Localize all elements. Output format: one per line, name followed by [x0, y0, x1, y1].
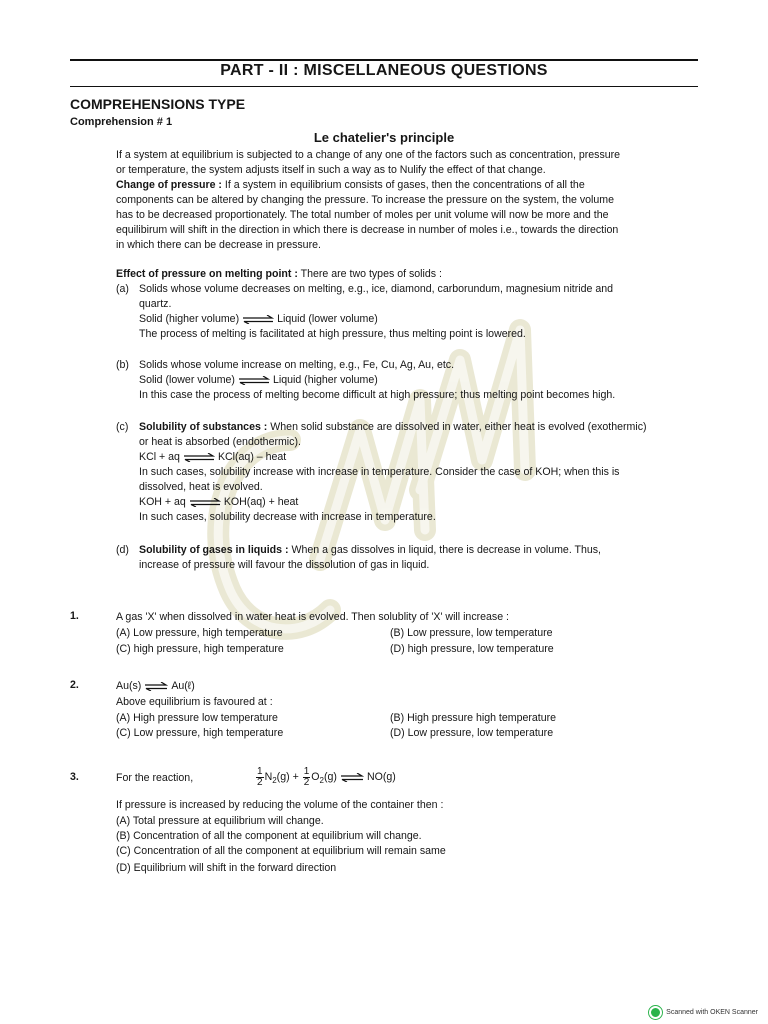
question-2-number: 2. — [70, 679, 79, 691]
equilibrium-arrow-icon — [238, 376, 270, 385]
item-b-label: (b) — [116, 359, 129, 371]
question-1-text: A gas 'X' when dissolved in water heat is evolved. Then solublity of 'X' will increase : — [116, 611, 510, 623]
option-2c[interactable]: (C) Low pressure, high temperature — [116, 727, 284, 739]
option-1a[interactable]: (A) Low pressure, high temperature — [116, 627, 283, 639]
question-3-reaction: $\frac{1}{2}$ $N_2(g)$ + $\frac{1}{2}$ $O_2(g)$ NO(g) — [257, 765, 396, 788]
top-rule — [70, 59, 698, 61]
section-heading: COMPREHENSIONS TYPE — [70, 96, 246, 112]
option-2b[interactable]: (B) High pressure high temperature — [390, 712, 557, 724]
option-3b[interactable]: (B) Concentration of all the component at equilibrium will change. — [116, 830, 422, 842]
passage-title: Le chatelier's principle — [313, 130, 455, 145]
page-title: PART - II : MISCELLANEOUS QUESTIONS — [220, 62, 548, 79]
option-1b[interactable]: (B) Low pressure, low temperature — [390, 627, 553, 639]
question-3-number: 3. — [70, 771, 79, 783]
equilibrium-arrow-icon — [189, 498, 221, 507]
item-a-label: (a) — [116, 283, 129, 295]
melting-heading: Effect of pressure on melting point : — [116, 268, 298, 280]
fraction: $\frac{1}{2}$ — [303, 765, 310, 788]
item-d: Solubility of gases in liquids : When a gas dissolves in liquid, there is decrease in volume. Thus, increase of pressure will favour the dissolution of gas in liquid. — [139, 544, 602, 571]
solubility-heading: Solubility of substances : — [139, 421, 268, 433]
equilibrium-arrow-icon — [242, 315, 274, 324]
gas-solubility-heading: Solubility of gases in liquids : — [139, 544, 289, 556]
option-2a[interactable]: (A) High pressure low temperature — [116, 712, 278, 724]
option-1d[interactable]: (D) high pressure, low temperature — [390, 643, 554, 655]
item-c-label: (c) — [116, 421, 129, 433]
option-1c[interactable]: (C) high pressure, high temperature — [116, 643, 284, 655]
melting-paragraph: Effect of pressure on melting point : There are two types of solids : — [116, 268, 442, 280]
item-d-label: (d) — [116, 544, 129, 556]
question-2-text: Above equilibrium is favoured at : — [116, 696, 273, 708]
question-3-lead: For the reaction, — [116, 772, 194, 784]
scanner-logo-icon — [649, 1006, 662, 1019]
option-2d[interactable]: (D) Low pressure, low temperature — [390, 727, 554, 739]
scanner-badge: Scanned with OKEN Scanner — [649, 1006, 758, 1019]
item-c: Solubility of substances : When solid substance are dissolved in water, either heat is evolved (exothermic) or heat is absorbed (endothermic). KCl + aq KCl(aq) – heat In such cases, solubility increase with increase in temperature. Consider the case of KOH; when this is dissolved, heat is evolved. KOH + aq KOH(aq) + heat In such cases, solubility decrease with increase in temperature. — [139, 421, 647, 523]
equilibrium-arrow-icon — [340, 773, 364, 782]
question-1-number: 1. — [70, 610, 79, 622]
item-a: Solids whose volume decreases on melting, e.g., ice, diamond, carborundum, magnesium nitride and quartz. Solid (higher volume) Liquid (lower volume) The process of melting is facilitated at high pressure, thus melting point is lowered. — [139, 283, 614, 340]
title-underline — [70, 86, 698, 87]
question-3-text: If pressure is increased by reducing the volume of the container then : — [116, 799, 444, 811]
option-3a[interactable]: (A) Total pressure at equilibrium will change. — [116, 815, 324, 827]
pressure-heading: Change of pressure : — [116, 179, 222, 191]
equilibrium-arrow-icon — [144, 682, 168, 691]
fraction: $\frac{1}{2}$ — [257, 765, 263, 788]
question-2-equation: Au(s) Au(ℓ) — [116, 680, 195, 692]
option-3d[interactable]: (D) Equilibrium will shift in the forward direction — [116, 862, 337, 874]
option-3c[interactable]: (C) Concentration of all the component at equilibrium will remain same — [116, 845, 446, 857]
item-b: Solids whose volume increase on melting, e.g., Fe, Cu, Ag, Au, etc. Solid (lower volume) Liquid (higher volume) In this case the process of melting become difficult at high pressure; thus melting point becomes high. — [139, 359, 616, 401]
equilibrium-arrow-icon — [183, 453, 215, 462]
comprehension-number: Comprehension # 1 — [70, 116, 173, 128]
passage-intro: If a system at equilibrium is subjected to a change of any one of the factors such as concentration, pressure or temperature, the system adjusts itself in such a way as to Nulify the effect of that change. — [116, 149, 621, 176]
pressure-paragraph: Change of pressure : If a system in equilibrium consists of gases, then the concentrations of all the components can be altered by changing the pressure. To increase the pressure on the system, the volume has to be decreased proportionately. The total number of moles per unit volume will now be more and the equilibirum will shift in the direction in which there is decrease in number of moles i.e., towards the direction in which there can be decrease in pressure. — [116, 179, 619, 251]
